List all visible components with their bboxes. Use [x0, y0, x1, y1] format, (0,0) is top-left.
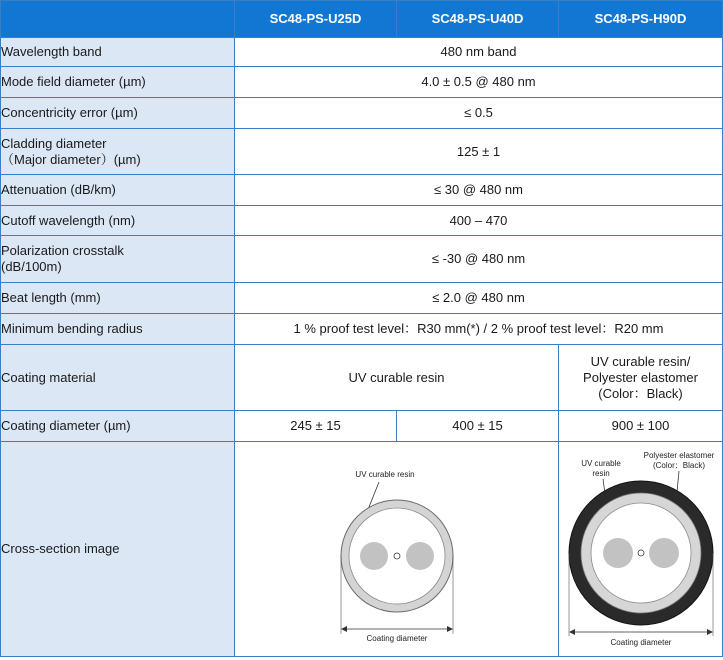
row-minimum-bending-radius — [1, 314, 723, 345]
beat-length-value: ≤ 2.0 @ 480 nm — [235, 283, 723, 314]
wavelength-band-label: Wavelength band — [1, 38, 235, 67]
row-polarization-crosstalk — [1, 236, 723, 283]
header-corner — [1, 1, 235, 38]
row-coating-diameter — [1, 411, 723, 442]
coating-diameter-value-u40d: 400 ± 15 — [397, 411, 559, 442]
attenuation-value: ≤ 30 @ 480 nm — [235, 175, 723, 206]
coating-diameter-caption-left: Coating diameter — [366, 634, 427, 643]
elastomer-label-right-1: Polyester elastomer — [643, 451, 714, 460]
model-header-u40d: SC48-PS-U40D — [397, 1, 559, 38]
cross-section-label: Cross-section image — [1, 442, 235, 657]
cross-section-image-u — [235, 442, 559, 657]
uv-resin-label-left: UV curable resin — [354, 470, 415, 479]
coating-material-value-u: UV curable resin — [235, 345, 559, 411]
model-header-h90d: SC48-PS-H90D — [559, 1, 723, 38]
row-coating-material — [1, 345, 723, 411]
polarization-crosstalk-label: Polarization crosstalk (dB/100m) — [1, 236, 235, 283]
cross-section-image-h — [559, 442, 723, 657]
stress-rod-left-2 — [406, 542, 434, 570]
concentricity-error-value: ≤ 0.5 — [235, 98, 723, 129]
row-attenuation — [1, 175, 723, 206]
row-concentricity-error — [1, 98, 723, 129]
core-right — [638, 550, 644, 556]
coating-material-value-h: UV curable resin/ Polyester elastomer (Color：Black) — [559, 345, 723, 411]
stress-rod-right-1 — [603, 538, 633, 568]
core-left — [394, 553, 400, 559]
stress-rod-left-1 — [360, 542, 388, 570]
dim-arrow-left-b — [447, 626, 453, 632]
polarization-crosstalk-value: ≤ -30 @ 480 nm — [235, 236, 723, 283]
attenuation-label: Attenuation (dB/km) — [1, 175, 235, 206]
uv-resin-label-right-1: UV curable — [580, 459, 621, 468]
minimum-bending-radius-value: 1 % proof test level：R30 mm(*) / 2 % proof test level：R20 mm — [235, 314, 723, 345]
coating-diameter-value-h90d: 900 ± 100 — [559, 411, 723, 442]
row-cladding-diameter — [1, 129, 723, 175]
beat-length-label: Beat length (mm) — [1, 283, 235, 314]
cladding-diameter-value: 125 ± 1 — [235, 129, 723, 175]
wavelength-band-value: 480 nm band — [235, 38, 723, 67]
dim-arrow-right-b — [707, 629, 713, 635]
concentricity-error-label: Concentricity error (µm) — [1, 98, 235, 129]
uv-resin-label-right-2: resin — [591, 469, 610, 478]
coating-diameter-label: Coating diameter (µm) — [1, 411, 235, 442]
header-row — [1, 1, 723, 38]
dim-arrow-left-a — [341, 626, 347, 632]
elastomer-leader-right — [677, 471, 679, 492]
row-cross-section — [1, 442, 723, 657]
mode-field-diameter-label: Mode field diameter (µm) — [1, 67, 235, 98]
minimum-bending-radius-label: Minimum bending radius — [1, 314, 235, 345]
coating-diameter-caption-right: Coating diameter — [610, 638, 671, 647]
cladding-diameter-label: Cladding diameter （Major diameter）(µm) — [1, 129, 235, 175]
row-wavelength-band — [1, 38, 723, 67]
coating-diameter-value-u25d: 245 ± 15 — [235, 411, 397, 442]
row-beat-length — [1, 283, 723, 314]
coating-material-label: Coating material — [1, 345, 235, 411]
cross-section-diagram-elastomer — [561, 446, 721, 652]
elastomer-label-right-2: (Color：Black) — [652, 461, 705, 470]
stress-rod-right-2 — [649, 538, 679, 568]
mode-field-diameter-value: 4.0 ± 0.5 @ 480 nm — [235, 67, 723, 98]
cutoff-wavelength-label: Cutoff wavelength (nm) — [1, 206, 235, 236]
cross-section-diagram-uv — [287, 449, 507, 649]
dim-arrow-right-a — [569, 629, 575, 635]
row-cutoff-wavelength — [1, 206, 723, 236]
row-mode-field-diameter — [1, 67, 723, 98]
model-header-u25d: SC48-PS-U25D — [235, 1, 397, 38]
cutoff-wavelength-value: 400 – 470 — [235, 206, 723, 236]
